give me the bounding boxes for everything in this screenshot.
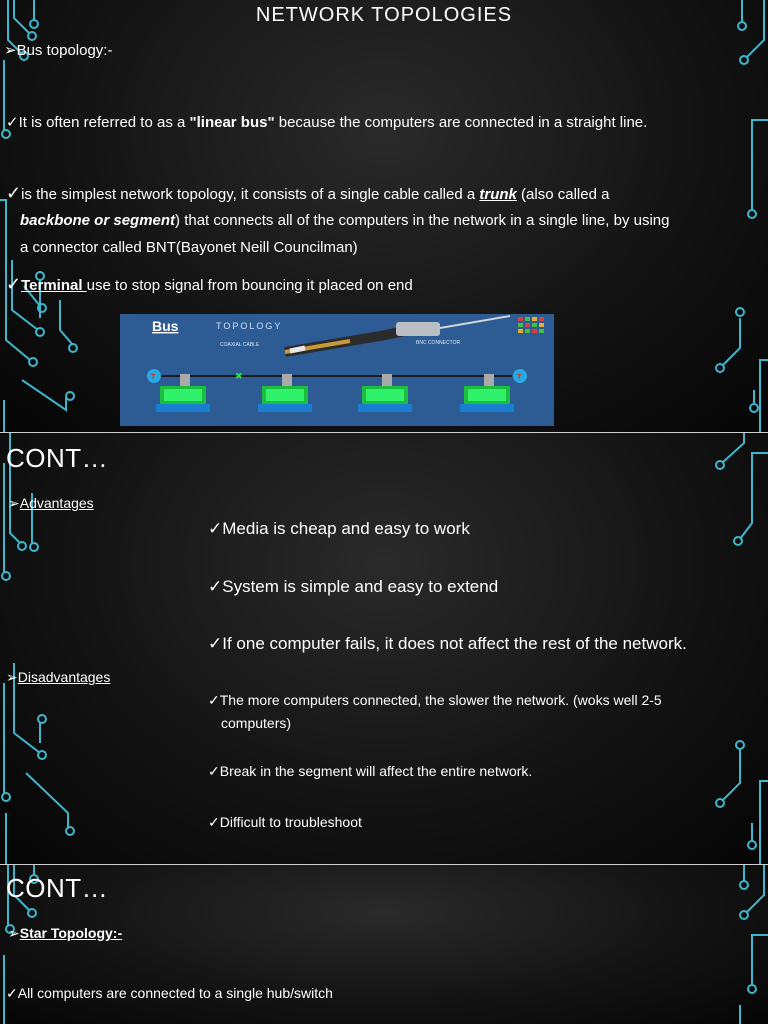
computer-icon xyxy=(156,374,210,412)
computer-icon xyxy=(460,374,514,412)
star-topology-paragraph xyxy=(6,985,333,1002)
text-span: is the simplest network topology, it consists of a single cable called a xyxy=(21,186,480,203)
disadvantages-label: Disadvantages xyxy=(17,669,111,685)
arrow-bullet-icon: ➢ xyxy=(8,925,20,941)
advantage-text: If one computer fails, it does not affect the rest of the network. xyxy=(222,634,687,653)
indicator-grid xyxy=(518,317,544,333)
disadvantage-item xyxy=(208,692,662,709)
coax-core-shape xyxy=(290,348,305,351)
disadvantage-item xyxy=(208,763,532,780)
slide-advantages-disadvantages xyxy=(0,433,768,864)
star-topology-text: All computers are connected to a single hub/switch xyxy=(17,985,333,1001)
advantage-item xyxy=(208,519,470,539)
star-topology-heading xyxy=(8,925,122,942)
linear-bus-paragraph xyxy=(6,109,647,136)
bus-topology-heading xyxy=(4,37,112,64)
disadvantage-text: Break in the segment will affect the entire network. xyxy=(219,763,533,779)
terminator-left-label: T xyxy=(151,374,156,381)
slide-heading: CONT… xyxy=(6,873,109,903)
check-icon: ✓ xyxy=(6,183,22,203)
computer-icon xyxy=(358,374,412,412)
check-icon: ✓ xyxy=(208,519,223,538)
check-icon: ✓ xyxy=(208,634,223,653)
bus-topology-label: Bus topology:- xyxy=(16,42,113,59)
simplest-topology-line2 xyxy=(20,207,669,234)
advantages-label: Advantages xyxy=(19,495,94,511)
arrow-bullet-icon: ➢ xyxy=(8,495,20,511)
advantage-text: System is simple and easy to extend xyxy=(222,577,499,596)
linear-bus-term: "linear bus" xyxy=(189,114,275,131)
arrow-bullet-icon: ➢ xyxy=(4,42,17,59)
bnc-connector-shape xyxy=(396,322,440,336)
coaxial-cable-label: COAXIAL CABLE xyxy=(220,342,260,348)
backbone-term: backbone or segment xyxy=(20,212,176,229)
check-icon: ✓ xyxy=(6,985,18,1001)
advantage-item xyxy=(208,634,687,654)
check-icon: ✓ xyxy=(6,114,19,131)
advantage-item xyxy=(208,577,498,597)
slide-star-topology xyxy=(0,865,768,1024)
disadvantage-item xyxy=(208,814,362,831)
arrow-bullet-icon: ➢ xyxy=(6,669,18,685)
terminal-paragraph xyxy=(6,271,413,299)
disadvantage-text: The more computers connected, the slower the network. (woks well 2-5 xyxy=(219,692,662,708)
slide-bus-topology xyxy=(0,0,768,432)
check-icon: ✓ xyxy=(208,814,220,830)
bus-topology-diagram xyxy=(120,314,554,426)
check-icon: ✓ xyxy=(208,763,220,779)
text-span: ) that connects all of the computers in the network in a single line, by using xyxy=(175,212,670,229)
check-icon: ✓ xyxy=(6,274,22,294)
diagram-title-topology: TOPOLOGY xyxy=(216,321,283,331)
bus-diagram-graphic xyxy=(120,314,554,426)
text-span: It is often referred to as a xyxy=(18,114,190,131)
terminator-right-label: T xyxy=(517,374,522,381)
check-icon: ✓ xyxy=(208,577,223,596)
cable-end-shape xyxy=(440,316,510,328)
simplest-topology-line1 xyxy=(6,180,609,208)
trunk-term: trunk xyxy=(479,186,517,203)
advantage-text: Media is cheap and easy to work xyxy=(222,519,470,538)
star-topology-label: Star Topology:- xyxy=(19,925,123,941)
check-icon: ✓ xyxy=(208,692,220,708)
disadvantages-heading xyxy=(6,669,110,686)
text-span: because the computers are connected in a straight line. xyxy=(274,114,648,131)
slide-heading: CONT… xyxy=(6,443,109,473)
computer-icon xyxy=(258,374,312,412)
bnc-connector-label: BNC CONNECTOR xyxy=(416,340,461,346)
text-span: (also called a xyxy=(516,186,610,203)
simplest-topology-line3: a connector called BNT(Bayonet Neill Councilman) xyxy=(20,239,358,256)
diagram-title-bus: Bus xyxy=(152,318,179,334)
disadvantage-item-continued: computers) xyxy=(221,715,292,731)
text-span: use to stop signal from bouncing it placed on end xyxy=(86,277,413,294)
advantages-heading xyxy=(8,495,94,512)
break-mark-icon: ✖ xyxy=(235,371,243,381)
disadvantage-text: Difficult to troubleshoot xyxy=(219,814,362,830)
terminal-term: Terminal xyxy=(21,277,87,294)
slide-title: NETWORK TOPOLOGIES xyxy=(255,4,513,26)
